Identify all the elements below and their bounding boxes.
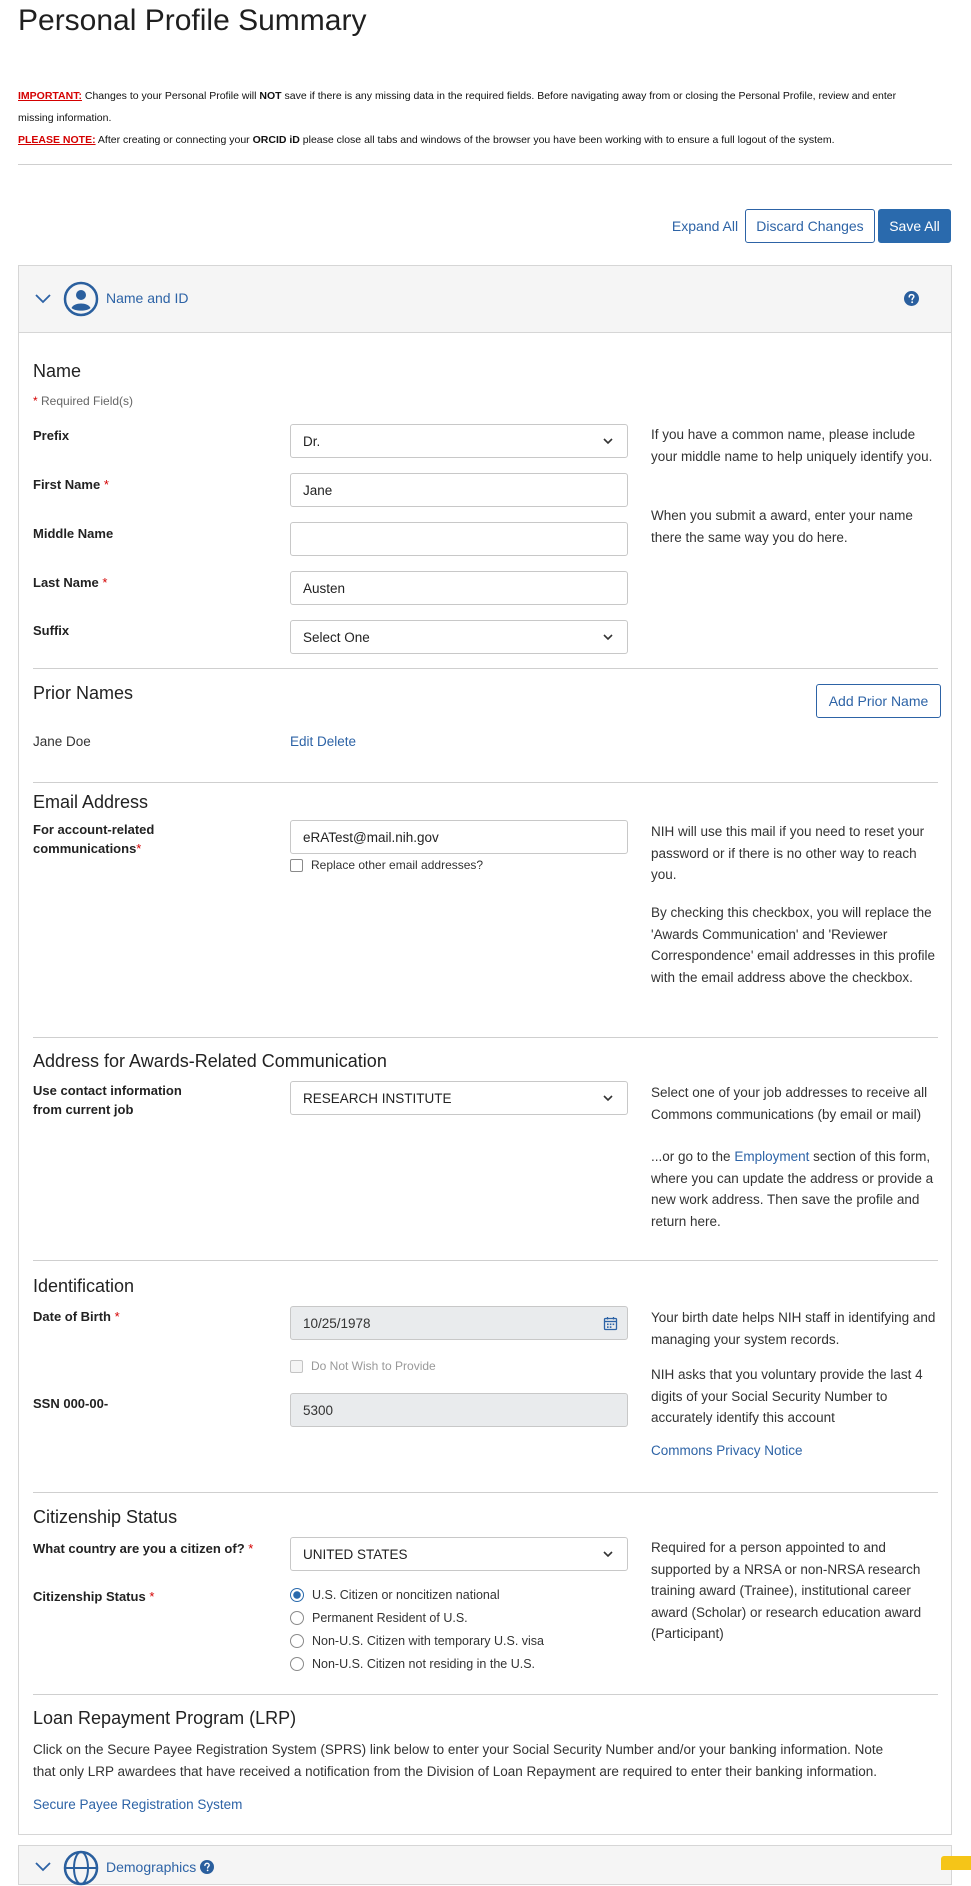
important-text-1: Changes to your Personal Profile will [81,90,260,102]
dob-label-text: Date of Birth [33,1309,111,1324]
identification-section-title: Identification [33,1276,135,1296]
demographics-title-text: Demographics [106,1859,197,1875]
dob-label [33,1307,120,1326]
note-notice [18,134,835,146]
chevron-down-icon [601,1547,615,1561]
divider [33,1492,938,1493]
citizenship-section-title: Citizenship Status [33,1507,178,1527]
address-value: RESEARCH INSTITUTE [303,1090,452,1106]
ssn-label: SSN 000-00- [33,1396,109,1411]
feedback-tab[interactable] [941,1856,971,1870]
dob-input[interactable] [290,1306,628,1340]
sprs-link [33,1797,242,1812]
last-name-label-text: Last Name [33,575,99,590]
citizenship-status-label [33,1587,154,1606]
page-title: Personal Profile Summary [18,4,367,37]
suffix-label: Suffix [33,623,70,638]
identification-help-2: NIH asks that you voluntary provide the last 4 digits of your Social Security Number to accurately identify this account [651,1367,923,1425]
note-orcid: ORCID iD [252,134,300,146]
save-all-button[interactable]: Save All [878,209,951,243]
address-section-title: Address for Awards-Related Communication [33,1051,387,1071]
first-name-input[interactable]: Jane [290,473,628,507]
email-help-1: NIH will use this mail if you need to reset your password or if there is no other way to reach you. [651,824,925,882]
important-not: NOT [259,90,282,102]
required-asterisk: * [103,477,109,492]
divider [18,164,952,165]
name-help-1: If you have a common name, please include your middle name to help uniquely identify you. [651,427,933,464]
radio-button[interactable] [290,1657,304,1671]
radio-button[interactable] [290,1611,304,1625]
lrp-text-line1: Click on the Secure Payee Registration System (SPRS) link below to enter your Social Security Number and/or your banking information. Note [33,1742,884,1757]
address-label-line2: from current job [33,1102,134,1117]
user-circle-icon [63,281,99,317]
address-help-2 [651,1146,941,1232]
prefix-select[interactable] [290,424,628,458]
last-name-input[interactable]: Austen [290,571,628,605]
name-section-title: Name [33,361,82,381]
divider [33,668,938,669]
citizenship-country-label-text: What country are you a citizen of? [33,1541,245,1556]
last-name-label [33,573,107,592]
edit-link[interactable]: Edit [290,734,314,749]
panel-title[interactable]: Name and ID [106,290,189,306]
middle-name-label: Middle Name [33,526,114,541]
suffix-value: Select One [303,629,370,645]
required-note-text: Required Field(s) [41,394,134,408]
dob-value: 10/25/1978 [303,1315,371,1331]
ssn-input[interactable]: 5300 [290,1393,628,1427]
required-note [33,394,133,408]
lrp-text-line2: that only LRP awardees that have received a notification from the Division of Loan Repayment are required to enter their banking information. [33,1764,877,1779]
citizenship-country-label [33,1539,253,1558]
citizenship-option[interactable] [290,1611,468,1625]
chevron-down-icon [601,1091,615,1105]
lrp-section-title: Loan Repayment Program (LRP) [33,1708,297,1728]
required-asterisk: * [114,1309,120,1324]
prior-name-actions [290,734,356,749]
no-provide-label: Do Not Wish to Provide [311,1359,436,1373]
calendar-icon[interactable] [603,1316,618,1331]
important-notice [18,90,896,102]
chevron-down-icon [601,630,615,644]
citizenship-country-value: UNITED STATES [303,1546,408,1562]
divider [33,1694,938,1695]
important-notice-line2: missing information. [18,112,112,124]
address-label-line1: Use contact information [33,1083,182,1098]
chevron-down-icon[interactable] [34,1858,52,1876]
demographics-title[interactable] [106,1859,214,1875]
email-label-line2-text: communications [33,841,137,856]
middle-name-input[interactable] [290,522,628,556]
citizenship-option-label: U.S. Citizen or noncitizen national [312,1588,500,1602]
important-text-2: save if there is any missing data in the required fields. Before navigating away from or closing the Personal Profile, review and enter [281,90,897,102]
required-asterisk: * [102,575,108,590]
suffix-select[interactable] [290,620,628,654]
email-section-title: Email Address [33,792,149,812]
first-name-label-text: First Name [33,477,101,492]
question-circle-icon[interactable] [200,1860,214,1874]
note-tag: PLEASE NOTE: [18,134,96,146]
globe-icon [63,1850,99,1886]
email-label-line1: For account-related [33,822,155,837]
chevron-down-icon[interactable] [34,290,52,308]
first-name-label [33,475,109,494]
citizenship-country-select[interactable] [290,1537,628,1571]
citizenship-status-label-text: Citizenship Status [33,1589,146,1604]
divider [33,1260,938,1261]
identification-help-1: Your birth date helps NIH staff in identifying and managing your system records. [651,1310,936,1347]
email-input[interactable]: eRATest@mail.nih.gov [290,820,628,854]
citizenship-option[interactable] [290,1634,544,1648]
prefix-label: Prefix [33,428,70,443]
replace-email-label: Replace other email addresses? [311,858,484,872]
expand-all-button[interactable]: Expand All [671,218,739,234]
address-help-1: Select one of your job addresses to receive all Commons communications (by email or mail) [651,1085,928,1122]
important-tag: IMPORTANT: [18,90,82,102]
employment-link[interactable]: Employment [734,1149,810,1164]
radio-button-selected[interactable] [290,1588,304,1602]
question-circle-icon[interactable] [904,291,919,306]
email-label-line2 [33,839,141,858]
no-provide-checkbox[interactable] [290,1360,303,1373]
citizenship-option-label: Non-U.S. Citizen with temporary U.S. visa [312,1634,545,1648]
privacy-notice-link [651,1443,803,1458]
prefix-value: Dr. [303,433,321,449]
address-help-2a: ...or go to the [651,1149,735,1164]
note-text-2: please close all tabs and windows of the browser you have been working with to ensure a full logout of the system. [299,134,835,146]
citizenship-help: Required for a person appointed to and supported by a NRSA or non-NRSA research training award (Trainee), institutional career award (Scholar) or research education award (Participant) [651,1540,922,1641]
note-text-1: After creating or connecting your [95,134,253,146]
prior-name-value: Jane Doe [33,734,91,749]
required-asterisk: * [33,394,38,408]
sprs-link-text[interactable]: Secure Payee Registration System [33,1797,243,1812]
add-prior-name-button[interactable]: Add Prior Name [816,684,941,718]
divider [33,782,938,783]
prior-names-title: Prior Names [33,683,134,703]
citizenship-option-label: Permanent Resident of U.S. [312,1611,468,1625]
required-asterisk: * [248,1541,254,1556]
email-help-2: By checking this checkbox, you will replace the 'Awards Communication' and 'Reviewer Correspondence' email addresses in this profile with the email address above the checkbox. [651,905,935,985]
name-help-2: When you submit a award, enter your name there the same way you do here. [651,508,913,545]
privacy-notice-link-text[interactable]: Commons Privacy Notice [651,1443,803,1458]
citizenship-option-label: Non-U.S. Citizen not residing in the U.S. [312,1657,536,1671]
radio-button[interactable] [290,1634,304,1648]
citizenship-option[interactable] [290,1588,500,1602]
divider [33,1037,938,1038]
address-select[interactable] [290,1081,628,1115]
citizenship-option[interactable] [290,1657,535,1671]
no-provide-checkbox-row[interactable] [290,1359,436,1373]
discard-changes-button[interactable]: Discard Changes [745,209,875,243]
replace-email-checkbox[interactable] [290,859,303,872]
required-asterisk: * [136,841,142,856]
replace-email-checkbox-row[interactable] [290,858,483,872]
required-asterisk: * [149,1589,155,1604]
delete-link[interactable]: Delete [317,734,357,749]
address-help-2b: section of this form, where you can update the address or provide a new work address. Then save the profile and return here. [651,1149,934,1229]
chevron-down-icon [601,434,615,448]
